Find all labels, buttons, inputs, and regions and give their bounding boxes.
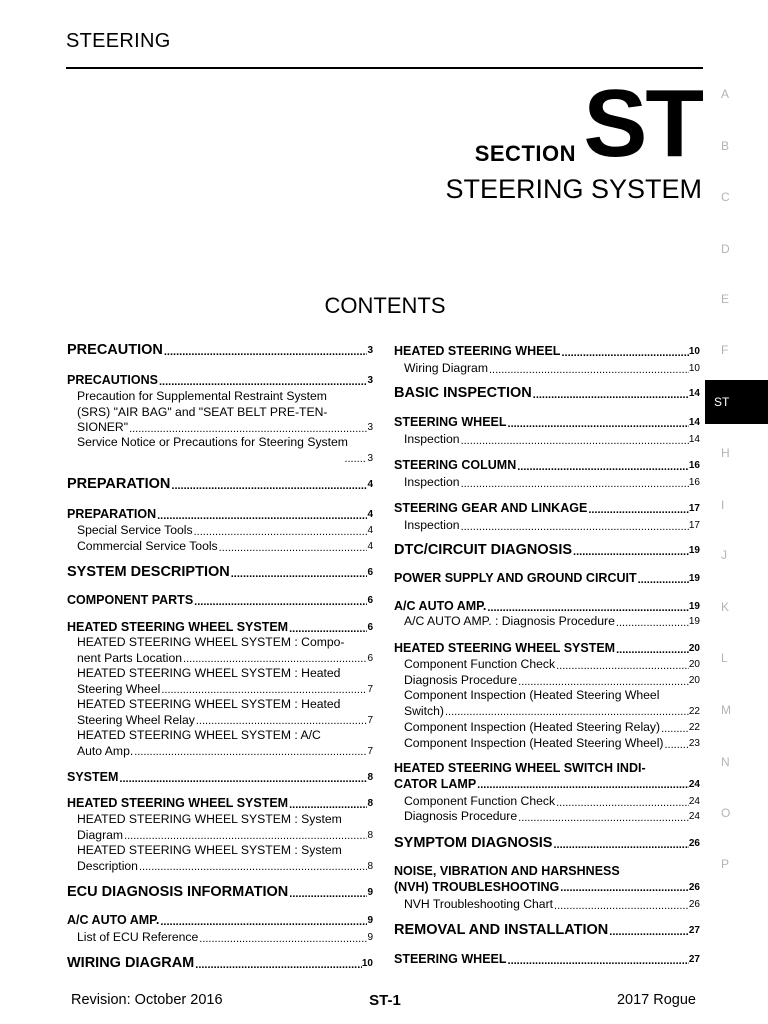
toc-entry-label: Steering Wheel Relay	[77, 712, 195, 727]
toc-entry-label: Steering Wheel	[77, 681, 161, 696]
toc-entry-label: A/C AUTO AMP.	[67, 913, 160, 927]
dot-leader	[160, 684, 367, 697]
dot-leader	[555, 660, 689, 673]
dot-leader	[444, 706, 689, 719]
toc-entry[interactable]	[67, 956, 373, 972]
dot-leader	[517, 812, 689, 825]
dot-leader	[660, 723, 689, 736]
footer-page-number: ST-1	[369, 992, 401, 1009]
toc-entry-page: 19	[688, 545, 700, 556]
toc-entry-label: HEATED STEERING WHEEL SYSTEM	[67, 620, 289, 634]
toc-entry-label: HEATED STEERING WHEEL	[394, 344, 561, 358]
toc-entry-page: 20	[688, 659, 700, 670]
toc-entry-label: nent Parts Location	[77, 650, 183, 665]
toc-entry[interactable]	[394, 864, 700, 895]
toc-entry-page: 19	[688, 573, 700, 584]
dot-leader	[560, 347, 688, 360]
toc-entry-label: Diagram	[77, 827, 124, 842]
toc-entry-label: A/C AUTO AMP.	[394, 599, 487, 613]
toc-entry[interactable]	[394, 794, 700, 810]
toc-entry-page: 8	[367, 798, 373, 809]
dot-leader	[198, 933, 367, 946]
dot-leader	[663, 739, 688, 752]
dot-leader	[193, 596, 367, 609]
toc-entry-label: PREPARATION	[67, 507, 157, 521]
toc-entry-page: 19	[688, 601, 700, 612]
toc-entry-label-line: HEATED STEERING WHEEL SYSTEM : Heated	[77, 666, 341, 680]
toc-entry-page: 10	[688, 346, 700, 357]
toc-entry[interactable]	[394, 736, 700, 752]
toc-entry[interactable]	[67, 812, 373, 843]
dot-leader	[218, 542, 368, 555]
dot-leader	[552, 839, 688, 852]
header-rule	[66, 67, 703, 69]
toc-entry-label: COMPONENT PARTS	[67, 593, 194, 607]
toc-entry-page: 3	[367, 452, 373, 464]
toc-entry-label: STEERING WHEEL	[394, 415, 507, 429]
toc-entry-page: 16	[688, 477, 700, 488]
toc-entry-label: NVH Troubleshooting Chart	[404, 897, 554, 911]
section-name: STEERING SYSTEM	[445, 174, 702, 204]
toc-entry[interactable]	[67, 389, 373, 436]
toc-entry-page: 7	[367, 714, 373, 726]
toc-entry-label: PRECAUTION	[67, 342, 163, 358]
toc-entry-label-line: Precaution for Supplemental Restraint System	[77, 389, 327, 403]
toc-entry-page: 16	[688, 460, 700, 471]
toc-entry-label-line: NOISE, VIBRATION AND HARSHNESS	[394, 864, 620, 878]
dot-leader	[193, 526, 368, 539]
dot-leader	[608, 926, 689, 939]
toc-entry[interactable]	[67, 885, 373, 901]
toc-entry-label: Description	[77, 858, 138, 873]
toc-entry-page: 26	[688, 899, 700, 910]
section-tab-m[interactable]: M	[721, 703, 731, 717]
toc-entry-label: STEERING COLUMN	[394, 458, 517, 472]
toc-entry[interactable]	[67, 697, 373, 728]
toc-entry-page: 9	[367, 915, 373, 926]
toc-entry[interactable]	[394, 809, 700, 825]
toc-entry-page: 8	[367, 860, 373, 872]
toc-entry-label: A/C AUTO AMP. : Diagnosis Procedure	[404, 614, 615, 628]
section-tab-i[interactable]: I	[721, 498, 725, 512]
footer-revision: Revision: October 2016	[71, 992, 223, 1008]
section-tab-l[interactable]: L	[721, 651, 728, 665]
toc-entry[interactable]	[67, 620, 373, 636]
section-tab-e[interactable]: E	[721, 292, 730, 306]
dot-leader	[128, 423, 367, 436]
toc-entry[interactable]	[67, 593, 373, 609]
toc-entry[interactable]	[394, 501, 700, 517]
toc-entry-page: 27	[688, 925, 700, 936]
toc-entry[interactable]	[67, 539, 373, 555]
toc-entry-label: HEATED STEERING WHEEL SYSTEM	[394, 641, 616, 655]
toc-entry-label-line: HEATED STEERING WHEEL SYSTEM : Compo-	[77, 635, 345, 649]
toc-entry-page: 20	[688, 643, 700, 654]
dot-leader	[288, 888, 367, 901]
toc-entry-label: ECU DIAGNOSIS INFORMATION	[67, 884, 289, 900]
dot-leader	[138, 861, 367, 874]
toc-entry-page: 24	[688, 778, 700, 790]
toc-entry[interactable]	[67, 523, 373, 539]
dot-leader	[194, 959, 362, 972]
section-word: SECTION	[474, 141, 576, 166]
toc-entry-page: 9	[367, 887, 373, 898]
toc-entry-page: 9	[367, 932, 373, 943]
toc-entry-label: SYMPTOM DIAGNOSIS	[394, 835, 553, 851]
toc-entry[interactable]	[67, 565, 373, 581]
dot-leader	[163, 346, 368, 359]
dot-leader	[288, 799, 367, 812]
toc-entry-page: 22	[688, 705, 700, 717]
section-tab-o[interactable]: O	[721, 806, 731, 820]
toc-entry-page: 6	[367, 567, 373, 578]
toc-entry[interactable]	[394, 720, 700, 736]
toc-entry[interactable]	[394, 571, 700, 587]
toc-entry-label: STEERING GEAR AND LINKAGE	[394, 501, 588, 515]
toc-entry[interactable]	[394, 344, 700, 360]
dot-leader	[123, 830, 367, 843]
toc-entry-label: BASIC INSPECTION	[394, 385, 532, 401]
toc-entry-label: REMOVAL AND INSTALLATION	[394, 922, 609, 938]
toc-entry-page: 3	[367, 345, 373, 356]
toc-entry-label: SIONER"	[77, 420, 129, 434]
toc-entry-label: Commercial Service Tools	[77, 539, 218, 553]
toc-entry-label: Inspection	[404, 432, 460, 446]
toc-entry-label: Auto Amp.	[77, 743, 134, 758]
toc-entry[interactable]	[394, 688, 700, 719]
toc-entry[interactable]	[394, 432, 700, 448]
toc-entry-page: 24	[688, 811, 700, 822]
dot-leader	[555, 797, 689, 810]
toc-entry[interactable]	[67, 373, 373, 389]
dot-leader	[517, 676, 689, 689]
page-header-title: STEERING	[66, 30, 171, 52]
toc-entry-page: 19	[688, 616, 700, 627]
toc-entry-page: 14	[688, 388, 700, 399]
section-tab-b[interactable]: B	[721, 139, 730, 153]
toc-entry-page: 6	[367, 595, 373, 606]
dot-leader	[158, 376, 367, 389]
toc-entry[interactable]	[394, 673, 700, 689]
dot-leader	[572, 546, 689, 559]
dot-leader	[460, 521, 689, 534]
toc-entry-page: 4	[367, 541, 373, 552]
toc-entry-label: Wiring Diagram	[404, 361, 488, 375]
toc-entry-page: 3	[367, 375, 373, 386]
toc-entry-page: 17	[688, 520, 700, 531]
toc-entry-label: Diagnosis Procedure	[404, 809, 518, 823]
dot-leader	[476, 779, 689, 792]
toc-entry-label: DTC/CIRCUIT DIAGNOSIS	[394, 542, 573, 558]
dot-leader	[195, 715, 368, 728]
footer-model: 2017 Rogue	[616, 992, 696, 1008]
toc-entry-page: 7	[367, 683, 373, 695]
toc-entry[interactable]	[394, 761, 700, 792]
toc-entry-label: HEATED STEERING WHEEL SYSTEM	[67, 796, 289, 810]
section-tab-j[interactable]: J	[721, 548, 727, 562]
dot-leader	[553, 900, 689, 913]
toc-entry[interactable]	[67, 728, 373, 759]
toc-entry-label: Component Function Check	[404, 657, 556, 671]
toc-entry-label: WIRING DIAGRAM	[67, 955, 195, 971]
toc-entry[interactable]	[67, 343, 373, 359]
dot-leader	[587, 504, 689, 517]
toc-entry-label-line: HEATED STEERING WHEEL SYSTEM : Heated	[77, 697, 341, 711]
toc-entry[interactable]	[67, 913, 373, 929]
dot-leader	[159, 916, 367, 929]
toc-entry-label: PRECAUTIONS	[67, 373, 158, 387]
toc-entry[interactable]	[67, 843, 373, 874]
dot-leader	[507, 418, 689, 431]
toc-entry-page: 8	[367, 829, 373, 841]
toc-entry[interactable]	[67, 635, 373, 666]
toc-entry-label-line: Service Notice or Precautions for Steering System	[77, 435, 348, 449]
dot-leader	[182, 653, 367, 666]
dot-leader	[230, 568, 368, 581]
toc-entry[interactable]	[67, 507, 373, 523]
section-tab-c[interactable]: C	[721, 190, 730, 204]
toc-entry[interactable]	[394, 599, 700, 615]
dot-leader	[343, 453, 367, 466]
section-tab-n[interactable]: N	[721, 755, 730, 769]
toc-entry[interactable]	[394, 475, 700, 491]
section-tab-k[interactable]: K	[721, 600, 730, 614]
section-tab-h[interactable]: H	[721, 446, 730, 460]
toc-entry-page: 10	[688, 363, 700, 374]
toc-entry-label-line: Component Inspection (Heated Steering Wheel	[404, 688, 660, 702]
toc-entry-label: Component Function Check	[404, 794, 556, 808]
toc-entry-label: Component Inspection (Heated Steering Wheel)	[404, 736, 664, 750]
dot-leader	[615, 644, 689, 657]
toc-entry-label-line: HEATED STEERING WHEEL SYSTEM : System	[77, 843, 342, 857]
toc-entry[interactable]	[394, 923, 700, 939]
toc-entry-page: 6	[367, 622, 373, 633]
dot-leader	[615, 617, 689, 630]
toc-entry-page: 26	[688, 838, 700, 849]
toc-entry-label: Switch)	[404, 703, 444, 718]
dot-leader	[516, 461, 689, 474]
section-tab-a[interactable]: A	[721, 87, 730, 101]
toc-entry-page: 17	[688, 503, 700, 514]
toc-entry-page: 22	[688, 722, 700, 733]
toc-entry-label-line: HEATED STEERING WHEEL SYSTEM : A/C	[77, 728, 321, 742]
toc-entry[interactable]	[67, 435, 373, 466]
contents-title: CONTENTS	[324, 293, 446, 318]
toc-entry[interactable]	[67, 770, 373, 786]
toc-entry-label-line: (SRS) "AIR BAG" and "SEAT BELT PRE-TEN-	[77, 404, 328, 419]
dot-leader	[156, 510, 367, 523]
toc-entry-label: Inspection	[404, 475, 460, 489]
toc-entry-label-line: HEATED STEERING WHEEL SYSTEM : System	[77, 812, 342, 826]
toc-entry-page: 26	[688, 881, 700, 893]
toc-entry[interactable]	[67, 930, 373, 946]
toc-entry[interactable]	[394, 386, 700, 402]
toc-entry[interactable]	[394, 361, 700, 377]
toc-entry-page: 7	[367, 745, 373, 757]
toc-entry[interactable]	[394, 836, 700, 852]
dot-leader	[118, 773, 367, 786]
section-code: ST	[583, 70, 702, 177]
toc-entry-label: CATOR LAMP	[394, 776, 477, 791]
toc-entry-label: List of ECU Reference	[77, 930, 199, 944]
toc-entry-label: SYSTEM	[67, 770, 119, 784]
toc-entry[interactable]	[394, 518, 700, 534]
toc-entry-label: Diagnosis Procedure	[404, 673, 518, 687]
toc-entry-page: 10	[361, 958, 373, 969]
toc-entry[interactable]	[394, 952, 700, 968]
toc-entry[interactable]	[394, 657, 700, 673]
toc-entry-label: PREPARATION	[67, 476, 171, 492]
toc-entry-page: 23	[688, 738, 700, 749]
dot-leader	[460, 478, 689, 491]
toc-entry-page: 14	[688, 434, 700, 445]
toc-entry-page: 27	[688, 954, 700, 965]
section-tab-f[interactable]: F	[721, 343, 729, 357]
dot-leader	[507, 955, 689, 968]
section-tab-st[interactable]: ST	[705, 380, 768, 424]
toc-entry-page: 20	[688, 675, 700, 686]
toc-entry[interactable]	[67, 477, 373, 493]
dot-leader	[486, 602, 689, 615]
toc-entry-page: 14	[688, 417, 700, 428]
toc-entry-label: POWER SUPPLY AND GROUND CIRCUIT	[394, 571, 637, 585]
toc-entry[interactable]	[394, 897, 700, 913]
toc-entry-page: 8	[367, 772, 373, 783]
toc-entry-label: SYSTEM DESCRIPTION	[67, 564, 230, 580]
toc-entry-label-line: HEATED STEERING WHEEL SWITCH INDI-	[394, 761, 646, 775]
toc-entry[interactable]	[67, 796, 373, 812]
toc-entry-label: Inspection	[404, 518, 460, 532]
dot-leader	[532, 389, 689, 402]
dot-leader	[559, 882, 689, 895]
toc-entry[interactable]	[394, 458, 700, 474]
toc-entry-label: Special Service Tools	[77, 523, 193, 537]
toc-entry-page: 6	[367, 652, 373, 664]
toc-entry[interactable]	[394, 415, 700, 431]
section-tab-d[interactable]: D	[721, 242, 730, 256]
toc-entry-page: 4	[367, 525, 373, 536]
toc-entry[interactable]	[394, 543, 700, 559]
toc-entry-page: 4	[367, 479, 373, 490]
toc-entry-label: (NVH) TROUBLESHOOTING	[394, 879, 560, 894]
toc-entry-label: Component Inspection (Heated Steering Relay)	[404, 720, 661, 734]
dot-leader	[133, 746, 367, 759]
toc-entry-page: 4	[367, 509, 373, 520]
dot-leader	[170, 480, 367, 493]
toc-entry[interactable]	[394, 641, 700, 657]
toc-entry-label: STEERING WHEEL	[394, 952, 507, 966]
toc-entry[interactable]	[394, 614, 700, 630]
dot-leader	[288, 623, 367, 636]
toc-entry-page: 3	[367, 422, 373, 433]
dot-leader	[488, 364, 689, 377]
toc-entry[interactable]	[67, 666, 373, 697]
section-tab-p[interactable]: P	[721, 857, 730, 871]
dot-leader	[460, 435, 689, 448]
toc-entry-page: 24	[688, 796, 700, 807]
dot-leader	[637, 574, 689, 587]
